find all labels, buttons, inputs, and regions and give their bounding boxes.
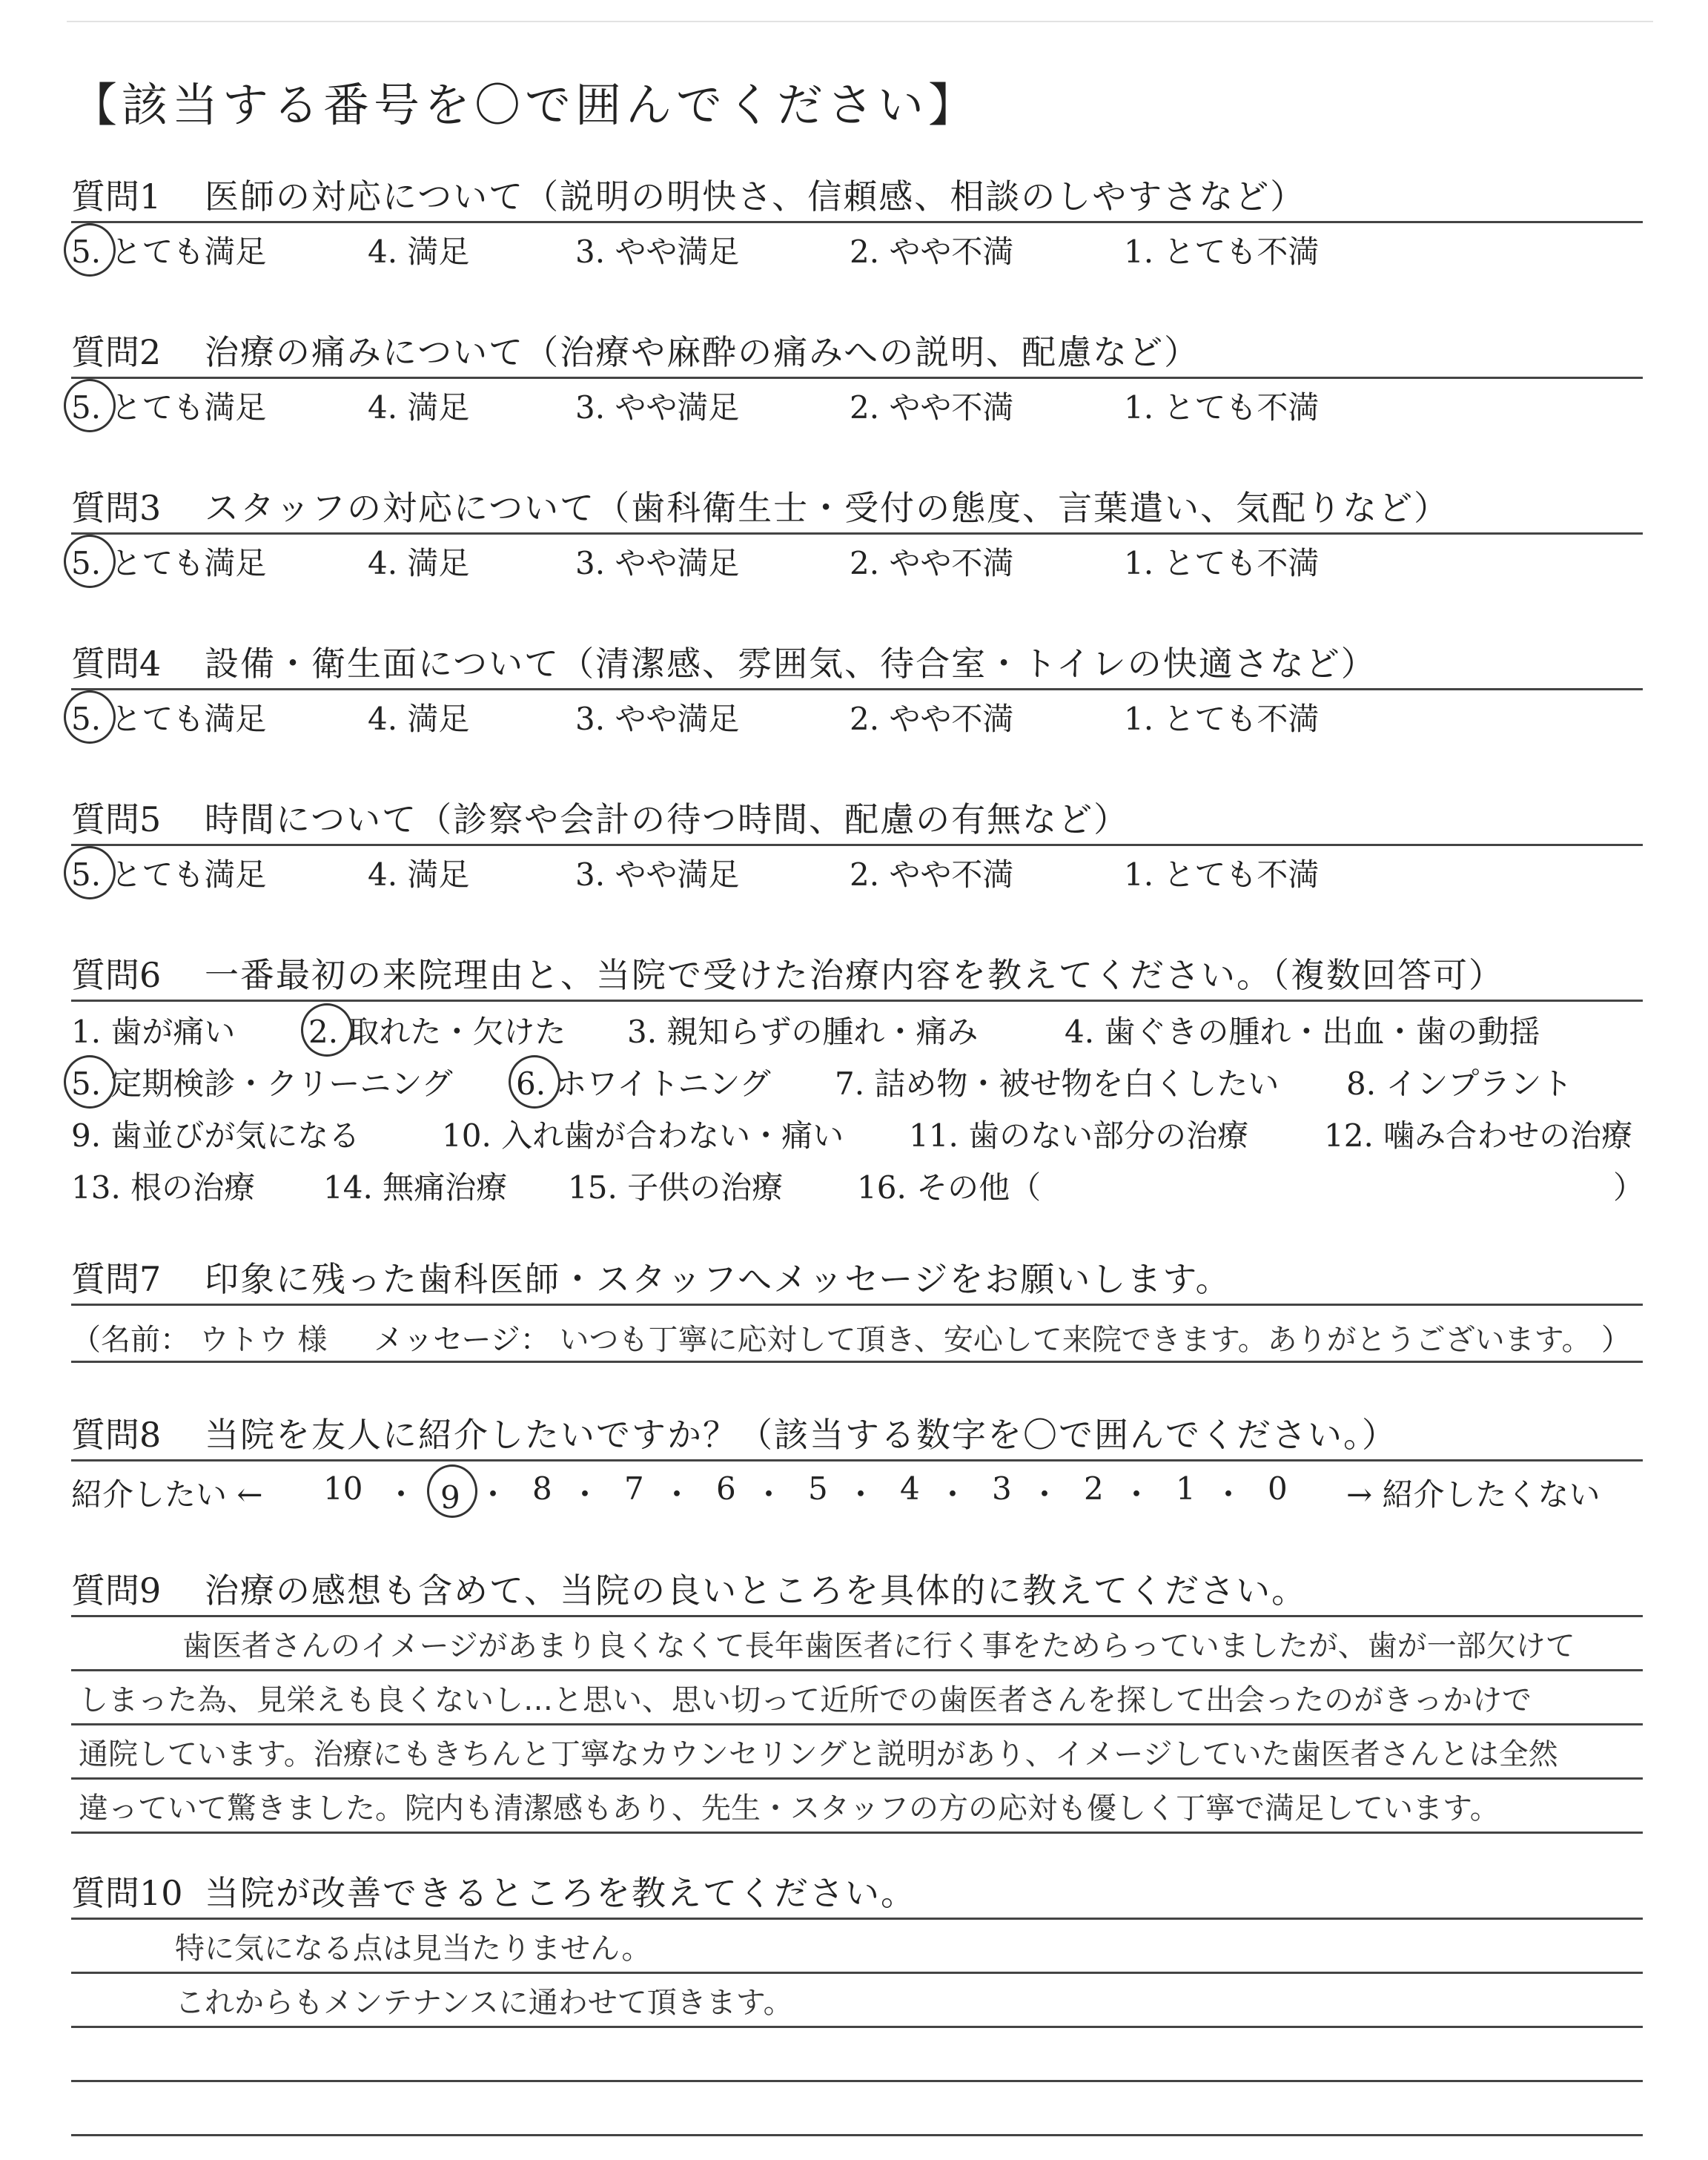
answer-line[interactable]: しまった為、見栄えも良くないし…と思い、思い切って近所での歯医者さんを探して出会ったのがきっかけで [71,1671,1643,1725]
question-text: 治療の感想も含めて、当院の良いところを具体的に教えてください。 [205,1571,1308,1611]
option-5[interactable]: 5. とても満足 [71,228,266,272]
option-2[interactable]: 2. やや不満 [850,234,1014,270]
scale-1[interactable]: 1 [1176,1470,1196,1507]
question-text: スタッフの対応について（歯科衛生士・受付の態度、言葉遣い、気配りなど） [205,488,1450,528]
question-5 [71,795,1643,898]
question-9-header [71,1566,1643,1615]
selection-circle [64,1055,116,1109]
answer-line[interactable]: 違っていて驚きました。院内も清潔感もあり、先生・スタッフの方の応対も優しく丁寧で満足しています。 [71,1780,1643,1834]
selection-circle [301,1003,353,1057]
scale-3[interactable]: 3 [992,1470,1012,1507]
answer-lines [71,1615,1643,1834]
question-text: 設備・衛生面について（清潔感、雰囲気、待合室・トイレの快適さなど） [205,644,1377,684]
scale-dot: ・ [661,1476,693,1513]
option-3[interactable]: 3. やや満足 [575,234,740,270]
option-3[interactable]: 3. やや満足 [575,389,740,426]
question-5-header [71,795,1643,846]
scale-10[interactable]: 10 [323,1470,363,1507]
reason-option-other[interactable]: 16. その他（ [857,1169,1042,1206]
option-5[interactable]: 5. とても満足 [71,695,266,739]
page-top-rule [67,21,1653,22]
form-title: 【該当する番号を〇で囲んでください】 [71,78,979,132]
reason-option-selected[interactable]: 6. ホワイトニング [516,1060,771,1104]
question-6-header [71,951,1643,1002]
scale-0[interactable]: 0 [1268,1470,1288,1507]
rating-options [71,690,1643,742]
question-2 [71,328,1643,431]
question-number: 質問3 [71,488,162,528]
question-number: 質問2 [71,332,162,372]
scale-dot: ・ [569,1476,601,1513]
question-8 [71,1410,1643,1521]
question-text: 治療の痛みについて（治療や麻酔の痛みへの説明、配慮など） [205,332,1200,372]
option-2[interactable]: 2. やや不満 [850,856,1014,893]
question-number: 質問5 [71,799,162,839]
option-4[interactable]: 4. 満足 [368,389,470,426]
question-7 [71,1255,1643,1363]
scale-5[interactable]: 5 [808,1470,828,1507]
option-1[interactable]: 1. とても不満 [1124,856,1320,893]
reason-option[interactable]: 10. 入れ歯が合わない・痛い [442,1117,844,1154]
answer-line[interactable]: これからもメンテナンスに通わせて頂きます。 [71,1974,1643,2028]
scale-left-label: 紹介したい ← [71,1476,263,1513]
question-number: 質問6 [71,955,162,995]
question-text: 当院を友人に紹介したいですか？（該当する数字を〇で囲んでください。） [205,1415,1397,1455]
name-value[interactable]: ウトウ 様 [199,1323,328,1357]
question-number: 質問8 [71,1415,162,1455]
option-1[interactable]: 1. とても不満 [1124,701,1320,737]
scale-6[interactable]: 6 [716,1470,736,1507]
reason-option[interactable]: 7. 詰め物・被せ物を白くしたい [835,1066,1280,1102]
question-6 [71,951,1643,1209]
reason-option[interactable]: 4. 歯ぐきの腫れ・出血・歯の動揺 [1065,1014,1540,1050]
reason-option[interactable]: 3. 親知らずの腫れ・痛み [627,1014,979,1050]
rating-options [71,846,1643,898]
scale-dot: ・ [1213,1476,1245,1513]
answer-line[interactable]: 歯医者さんのイメージがあまり良くなくて長年歯医者に行く事をためらっていましたが、歯が一部欠けて [71,1617,1643,1671]
scale-dot: ・ [845,1476,877,1513]
message-value[interactable]: いつも丁寧に応対して頂き、安心して来院できます。ありがとうございます。 [559,1323,1592,1357]
scale-dot: ・ [937,1476,969,1513]
question-number: 質問10 [71,1873,183,1913]
scale-8[interactable]: 8 [532,1470,552,1507]
referral-scale: 紹介したい ← 10 ・ 9 ・ 8 ・ 7 ・ 6 ・ 5 ・ 4 ・ 3 ・ 2 ・ 1 ・ 0 → 紹介したくない [71,1462,1643,1521]
rating-options [71,379,1643,431]
selection-circle [509,1055,560,1109]
question-3-header [71,483,1643,535]
reason-option[interactable]: 15. 子供の治療 [568,1169,784,1206]
selection-circle [64,690,116,744]
option-2[interactable]: 2. やや不満 [850,545,1014,581]
scale-dot: ・ [1121,1476,1153,1513]
rating-options [71,535,1643,587]
answer-line[interactable] [71,2028,1643,2082]
option-3[interactable]: 3. やや満足 [575,856,740,893]
rating-options [71,223,1643,275]
question-10 [71,1869,1643,2136]
reason-option[interactable]: 8. インプラント [1346,1066,1573,1102]
option-4[interactable]: 4. 満足 [368,701,470,737]
question-number: 質問4 [71,644,162,684]
answer-line[interactable]: 通院しています。治療にもきちんと丁寧なカウンセリングと説明があり、イメージしていた歯医者さんとは全然 [71,1725,1643,1780]
answer-line[interactable] [71,2082,1643,2136]
selection-circle [64,223,116,277]
reason-option[interactable]: 13. 根の治療 [71,1169,256,1206]
question-9 [71,1566,1643,1834]
question-3 [71,483,1643,587]
reason-option[interactable]: 12. 噛み合わせの治療 [1324,1117,1633,1154]
reason-option[interactable]: 14. 無痛治療 [323,1169,508,1206]
question-8-header [71,1410,1643,1462]
question-1 [71,172,1643,275]
message-close-paren: ） [1601,1323,1631,1357]
option-5[interactable]: 5. とても満足 [71,851,266,895]
message-line [71,1306,1643,1363]
selection-circle [64,535,116,588]
scale-2[interactable]: 2 [1084,1470,1104,1507]
option-2[interactable]: 2. やや不満 [850,701,1014,737]
question-2-header [71,328,1643,379]
question-text: 当院が改善できるところを教えてください。 [205,1873,916,1913]
scale-right-label: → 紹介したくない [1346,1476,1601,1513]
scale-4[interactable]: 4 [900,1470,920,1507]
reason-option[interactable]: 9. 歯並びが気になる [71,1117,360,1154]
question-text: 印象に残った歯科医師・スタッフへメッセージをお願いします。 [205,1259,1231,1299]
scale-dot: ・ [477,1476,509,1513]
scale-dot: ・ [1029,1476,1061,1513]
option-3[interactable]: 3. やや満足 [575,545,740,581]
selection-circle [64,379,116,432]
reason-option-selected[interactable]: 2. 取れた・欠けた [308,1008,566,1052]
reason-options [71,1002,1643,1209]
question-text: 時間について（診察や会計の待つ時間、配慮の有無など） [205,799,1130,839]
scale-7[interactable]: 7 [624,1470,644,1507]
option-4[interactable]: 4. 満足 [368,545,470,581]
option-5[interactable]: 5. とても満足 [71,383,266,428]
question-text: 医師の対応について（説明の明快さ、信頼感、相談のしやすさなど） [205,176,1306,217]
question-7-header [71,1255,1643,1306]
question-10-header [71,1869,1643,1918]
reason-option[interactable]: 11. 歯のない部分の治療 [909,1117,1249,1154]
option-1[interactable]: 1. とても不満 [1124,545,1320,581]
question-text: 一番最初の来院理由と、当院で受けた治療内容を教えてください。（複数回答可） [205,955,1504,995]
answer-lines [71,1918,1643,2136]
scale-dot: ・ [385,1476,417,1513]
option-3[interactable]: 3. やや満足 [575,701,740,737]
question-number: 質問7 [71,1259,162,1299]
selection-circle [64,846,116,899]
answer-line[interactable]: 特に気になる点は見当たりません。 [71,1920,1643,1974]
question-4 [71,639,1643,742]
option-4[interactable]: 4. 満足 [368,856,470,893]
name-label: （名前： [71,1323,190,1357]
reason-option[interactable]: 1. 歯が痛い [71,1014,236,1050]
option-2[interactable]: 2. やや不満 [850,389,1014,426]
question-number: 質問1 [71,176,162,217]
question-1-header [71,172,1643,223]
scale-dot: ・ [753,1476,785,1513]
option-5[interactable]: 5. とても満足 [71,539,266,584]
option-4[interactable]: 4. 満足 [368,234,470,270]
option-1[interactable]: 1. とても不満 [1124,234,1320,270]
option-1[interactable]: 1. とても不満 [1124,389,1320,426]
message-label: メッセージ： [374,1323,550,1357]
other-close-paren: ） [1613,1169,1645,1206]
question-number: 質問9 [71,1571,162,1611]
reason-option-selected[interactable]: 5. 定期検診・クリーニング [71,1060,453,1104]
question-4-header [71,639,1643,690]
